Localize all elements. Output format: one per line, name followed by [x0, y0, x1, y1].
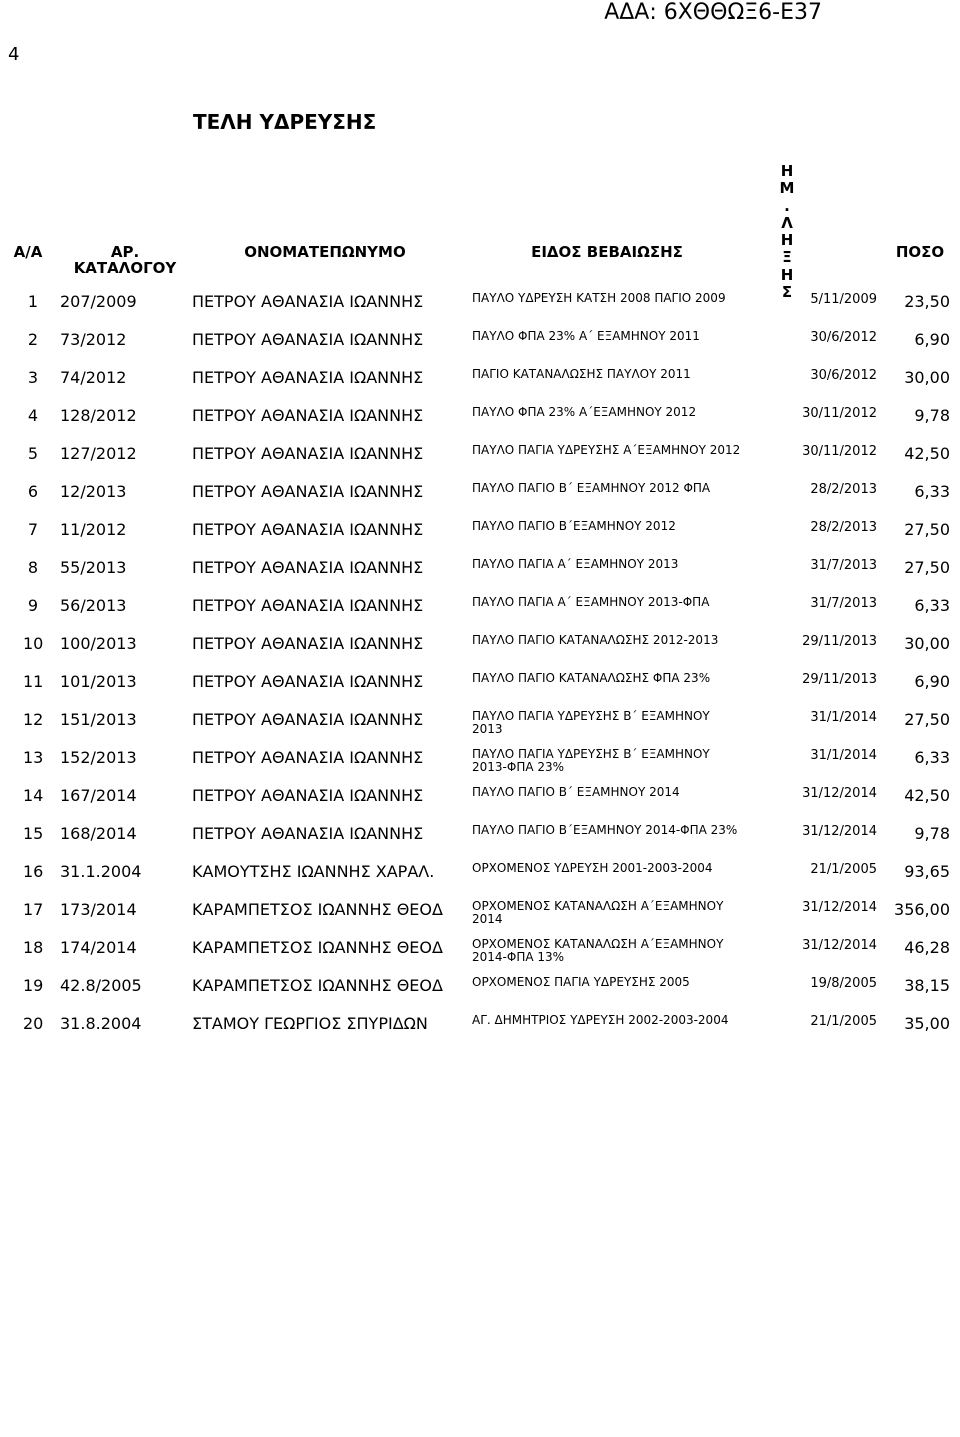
- table-cell-no: 15: [23, 824, 44, 843]
- table-cell-amt: 6,33: [914, 596, 950, 615]
- table-cell-amt: 9,78: [914, 824, 950, 843]
- table-cell-date: 21/1/2005: [810, 862, 877, 877]
- table-cell-name: ΠΕΤΡΟΥ ΑΘΑΝΑΣΙΑ ΙΩΑΝΝΗΣ: [192, 596, 424, 615]
- document-code: ΑΔΑ: 6ΧΘΘΩΞ6-Ε37: [604, 0, 822, 25]
- column-catalog: ΑΡ. ΚΑΤΑΛΟΓΟΥ: [73, 243, 177, 277]
- table-cell-name: ΠΕΤΡΟΥ ΑΘΑΝΑΣΙΑ ΙΩΑΝΝΗΣ: [192, 824, 424, 843]
- table-cell-name: ΠΕΤΡΟΥ ΑΘΑΝΑΣΙΑ ΙΩΑΝΝΗΣ: [192, 786, 424, 805]
- table-cell-no: 13: [23, 748, 44, 767]
- table-cell-name: ΠΕΤΡΟΥ ΑΘΑΝΑΣΙΑ ΙΩΑΝΝΗΣ: [192, 368, 424, 387]
- table-cell-no: 17: [23, 900, 44, 919]
- table-cell-no: 19: [23, 976, 44, 995]
- table-cell-date: 31/1/2014: [810, 710, 877, 725]
- table-cell-cat: 127/2012: [60, 444, 137, 463]
- table-cell-amt: 30,00: [904, 368, 950, 387]
- table-cell-name: ΠΕΤΡΟΥ ΑΘΑΝΑΣΙΑ ΙΩΑΝΝΗΣ: [192, 482, 424, 501]
- table-cell-desc: ΟΡΧΟΜΕΝΟΣ ΥΔΡΕΥΣΗ 2001-2003-2004: [472, 861, 713, 875]
- table-cell-date: 21/1/2005: [810, 1014, 877, 1029]
- table-cell-amt: 356,00: [894, 900, 950, 919]
- column-aa: Α/Α: [13, 243, 43, 261]
- table-cell-desc: ΠΑΥΛΟ ΦΠΑ 23% Α΄ ΕΞΑΜΗΝΟΥ 2011: [472, 329, 700, 343]
- table-cell-name: ΚΑΡΑΜΠΕΤΣΟΣ ΙΩΑΝΝΗΣ ΘΕΟΔ: [192, 900, 443, 919]
- table-cell-no: 6: [27, 482, 39, 501]
- table-cell-desc: ΠΑΥΛΟ ΠΑΓΙΟ Β΄ΕΞΑΜΗΝΟΥ 2014-ΦΠΑ 23%: [472, 823, 738, 837]
- table-cell-amt: 6,90: [914, 330, 950, 349]
- table-cell-cat: 174/2014: [60, 938, 137, 957]
- table-cell-name: ΠΕΤΡΟΥ ΑΘΑΝΑΣΙΑ ΙΩΑΝΝΗΣ: [192, 710, 424, 729]
- table-cell-name: ΚΑΡΑΜΠΕΤΣΟΣ ΙΩΑΝΝΗΣ ΘΕΟΔ: [192, 976, 443, 995]
- table-cell-desc: ΠΑΥΛΟ ΠΑΓΙΟ ΚΑΤΑΝΑΛΩΣΗΣ ΦΠΑ 23%: [472, 671, 711, 685]
- table-cell-date: 30/11/2012: [802, 406, 877, 421]
- table-cell-desc: ΠΑΥΛΟ ΠΑΓΙΑ Α΄ ΕΞΑΜΗΝΟΥ 2013-ΦΠΑ: [472, 595, 710, 609]
- table-cell-cat: 100/2013: [60, 634, 137, 653]
- table-cell-cat: 55/2013: [60, 558, 127, 577]
- table-cell-cat: 73/2012: [60, 330, 127, 349]
- table-cell-cat: 152/2013: [60, 748, 137, 767]
- table-cell-name: ΠΕΤΡΟΥ ΑΘΑΝΑΣΙΑ ΙΩΑΝΝΗΣ: [192, 748, 424, 767]
- table-cell-date: 29/11/2013: [802, 672, 877, 687]
- table-cell-date: 31/12/2014: [802, 824, 877, 839]
- table-cell-cat: 128/2012: [60, 406, 137, 425]
- table-cell-date: 31/7/2013: [810, 596, 877, 611]
- table-cell-amt: 46,28: [904, 938, 950, 957]
- table-cell-amt: 6,33: [914, 482, 950, 501]
- table-cell-amt: 23,50: [904, 292, 950, 311]
- table-cell-name: ΠΕΤΡΟΥ ΑΘΑΝΑΣΙΑ ΙΩΑΝΝΗΣ: [192, 292, 424, 311]
- table-cell-desc: ΠΑΥΛΟ ΠΑΓΙΟ ΚΑΤΑΝΑΛΩΣΗΣ 2012-2013: [472, 633, 719, 647]
- table-cell-amt: 27,50: [904, 520, 950, 539]
- table-cell-amt: 38,15: [904, 976, 950, 995]
- table-cell-no: 1: [27, 292, 39, 311]
- table-cell-cat: 42.8/2005: [60, 976, 142, 995]
- page-title: ΤΕΛΗ ΥΔΡΕΥΣΗΣ: [193, 110, 377, 134]
- table-cell-date: 30/6/2012: [810, 330, 877, 345]
- table-cell-name: ΣΤΑΜΟΥ ΓΕΩΡΓΙΟΣ ΣΠΥΡΙΔΩΝ: [192, 1014, 428, 1033]
- table-cell-cat: 101/2013: [60, 672, 137, 691]
- table-cell-name: ΠΕΤΡΟΥ ΑΘΑΝΑΣΙΑ ΙΩΑΝΝΗΣ: [192, 330, 424, 349]
- column-date: Η Μ . Λ Η Ξ Η Σ: [779, 162, 795, 301]
- table-cell-date: 30/6/2012: [810, 368, 877, 383]
- table-cell-no: 4: [27, 406, 39, 425]
- table-cell-date: 31/1/2014: [810, 748, 877, 763]
- table-cell-cat: 56/2013: [60, 596, 127, 615]
- table-cell-date: 19/8/2005: [810, 976, 877, 991]
- table-cell-desc: ΠΑΥΛΟ ΦΠΑ 23% Α΄ΕΞΑΜΗΝΟΥ 2012: [472, 405, 697, 419]
- table-cell-date: 31/12/2014: [802, 786, 877, 801]
- table-cell-amt: 93,65: [904, 862, 950, 881]
- table-cell-no: 11: [23, 672, 44, 691]
- table-cell-amt: 27,50: [904, 558, 950, 577]
- table-cell-name: ΠΕΤΡΟΥ ΑΘΑΝΑΣΙΑ ΙΩΑΝΝΗΣ: [192, 406, 424, 425]
- table-cell-cat: 31.1.2004: [60, 862, 142, 881]
- table-cell-name: ΚΑΜΟΥΤΣΗΣ ΙΩΑΝΝΗΣ ΧΑΡΑΛ.: [192, 862, 435, 881]
- table-cell-desc: ΠΑΥΛΟ ΠΑΓΙΑ Α΄ ΕΞΑΜΗΝΟΥ 2013: [472, 557, 679, 571]
- table-cell-cat: 31.8.2004: [60, 1014, 142, 1033]
- table-cell-cat: 12/2013: [60, 482, 127, 501]
- table-cell-no: 14: [23, 786, 44, 805]
- table-cell-no: 10: [23, 634, 44, 653]
- table-cell-no: 2: [27, 330, 39, 349]
- table-cell-date: 31/12/2014: [802, 900, 877, 915]
- table-cell-amt: 42,50: [904, 786, 950, 805]
- table-cell-desc: ΑΓ. ΔΗΜΗΤΡΙΟΣ ΥΔΡΕΥΣΗ 2002-2003-2004: [472, 1013, 729, 1027]
- table-cell-amt: 27,50: [904, 710, 950, 729]
- table-cell-no: 18: [23, 938, 44, 957]
- table-cell-name: ΠΕΤΡΟΥ ΑΘΑΝΑΣΙΑ ΙΩΑΝΝΗΣ: [192, 444, 424, 463]
- table-cell-cat: 74/2012: [60, 368, 127, 387]
- table-cell-desc: ΠΑΥΛΟ ΠΑΓΙΟ Β΄ ΕΞΑΜΗΝΟΥ 2012 ΦΠΑ: [472, 481, 711, 495]
- table-cell-name: ΠΕΤΡΟΥ ΑΘΑΝΑΣΙΑ ΙΩΑΝΝΗΣ: [192, 558, 424, 577]
- table-cell-name: ΚΑΡΑΜΠΕΤΣΟΣ ΙΩΑΝΝΗΣ ΘΕΟΔ: [192, 938, 443, 957]
- table-cell-cat: 207/2009: [60, 292, 137, 311]
- table-cell-desc: ΠΑΥΛΟ ΠΑΓΙΑ ΥΔΡΕΥΣΗΣ Β΄ ΕΞΑΜΗΝΟΥ 2013-ΦΠΑ 23%: [472, 747, 710, 775]
- table-cell-amt: 42,50: [904, 444, 950, 463]
- table-cell-cat: 168/2014: [60, 824, 137, 843]
- table-cell-amt: 9,78: [914, 406, 950, 425]
- table-cell-amt: 30,00: [904, 634, 950, 653]
- table-cell-cat: 173/2014: [60, 900, 137, 919]
- table-cell-name: ΠΕΤΡΟΥ ΑΘΑΝΑΣΙΑ ΙΩΑΝΝΗΣ: [192, 634, 424, 653]
- table-cell-date: 31/12/2014: [802, 938, 877, 953]
- table-cell-amt: 35,00: [904, 1014, 950, 1033]
- table-cell-cat: 167/2014: [60, 786, 137, 805]
- table-cell-no: 20: [23, 1014, 44, 1033]
- table-cell-date: 30/11/2012: [802, 444, 877, 459]
- table-cell-date: 29/11/2013: [802, 634, 877, 649]
- table-cell-cat: 11/2012: [60, 520, 127, 539]
- table-cell-no: 5: [27, 444, 39, 463]
- table-cell-date: 5/11/2009: [810, 292, 877, 307]
- table-cell-desc: ΟΡΧΟΜΕΝΟΣ ΚΑΤΑΝΑΛΩΣΗ Α΄ΕΞΑΜΗΝΟΥ 2014: [472, 899, 724, 927]
- table-cell-date: 28/2/2013: [810, 520, 877, 535]
- table-cell-desc: ΠΑΥΛΟ ΠΑΓΙΑ ΥΔΡΕΥΣΗΣ Β΄ ΕΞΑΜΗΝΟΥ 2013: [472, 709, 710, 737]
- table-cell-name: ΠΕΤΡΟΥ ΑΘΑΝΑΣΙΑ ΙΩΑΝΝΗΣ: [192, 520, 424, 539]
- table-cell-date: 31/7/2013: [810, 558, 877, 573]
- table-cell-no: 7: [27, 520, 39, 539]
- table-cell-no: 8: [27, 558, 39, 577]
- table-cell-name: ΠΕΤΡΟΥ ΑΘΑΝΑΣΙΑ ΙΩΑΝΝΗΣ: [192, 672, 424, 691]
- table-cell-cat: 151/2013: [60, 710, 137, 729]
- table-cell-no: 9: [27, 596, 39, 615]
- table-cell-desc: ΠΑΥΛΟ ΠΑΓΙΟ Β΄ ΕΞΑΜΗΝΟΥ 2014: [472, 785, 680, 799]
- table-cell-desc: ΠΑΥΛΟ ΥΔΡΕΥΣΗ ΚΑΤΣΗ 2008 ΠΑΓΙΟ 2009: [472, 291, 726, 305]
- table-cell-amt: 6,33: [914, 748, 950, 767]
- table-cell-desc: ΟΡΧΟΜΕΝΟΣ ΚΑΤΑΝΑΛΩΣΗ Α΄ΕΞΑΜΗΝΟΥ 2014-ΦΠΑ 13%: [472, 937, 724, 965]
- column-amount: ΠΟΣΟ: [895, 243, 945, 261]
- table-cell-desc: ΠΑΥΛΟ ΠΑΓΙΟ Β΄ΕΞΑΜΗΝΟΥ 2012: [472, 519, 676, 533]
- table-cell-desc: ΟΡΧΟΜΕΝΟΣ ΠΑΓΙΑ ΥΔΡΕΥΣΗΣ 2005: [472, 975, 690, 989]
- table-cell-no: 16: [23, 862, 44, 881]
- table-cell-desc: ΠΑΥΛΟ ΠΑΓΙΑ ΥΔΡΕΥΣΗΣ Α΄ΕΞΑΜΗΝΟΥ 2012: [472, 443, 741, 457]
- table-cell-date: 28/2/2013: [810, 482, 877, 497]
- page-number: 4: [8, 44, 20, 65]
- table-cell-no: 3: [27, 368, 39, 387]
- column-type: ΕΙΔΟΣ ΒΕΒΑΙΩΣΗΣ: [531, 243, 683, 261]
- table-cell-no: 12: [23, 710, 44, 729]
- table-cell-amt: 6,90: [914, 672, 950, 691]
- table-cell-desc: ΠΑΓΙΟ ΚΑΤΑΝΑΛΩΣΗΣ ΠΑΥΛΟΥ 2011: [472, 367, 691, 381]
- column-name: ΟΝΟΜΑΤΕΠΩΝΥΜΟ: [244, 243, 406, 261]
